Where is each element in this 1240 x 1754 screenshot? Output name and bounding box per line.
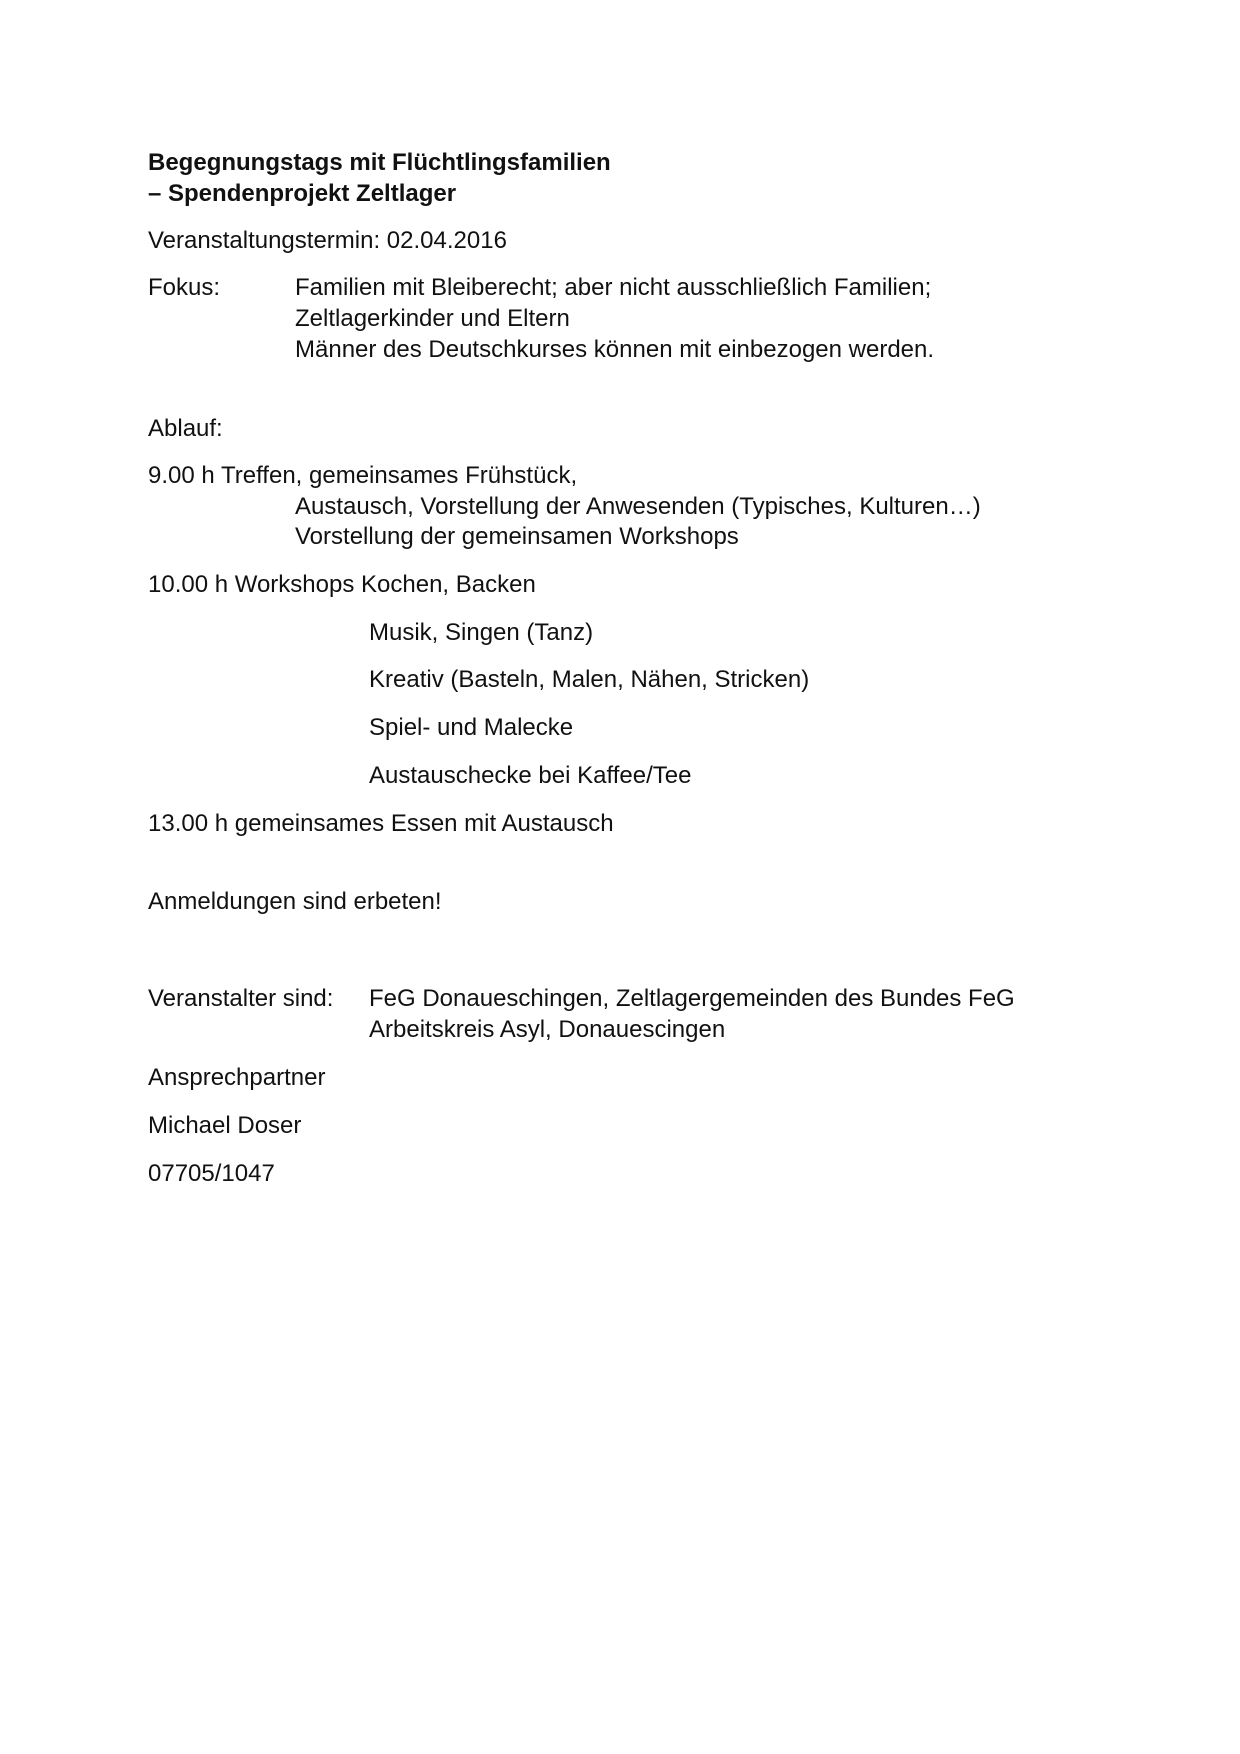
contact-label: Ansprechpartner <box>148 1064 326 1091</box>
title-line-1: Begegnungstags mit Flüchtlingsfamilien <box>148 149 611 176</box>
schedule-item-3: 13.00 h gemeinsames Essen mit Austausch <box>148 810 614 837</box>
title-line-2: – Spendenprojekt Zeltlager <box>148 180 457 207</box>
event-date: Veranstaltungstermin: 02.04.2016 <box>148 227 507 254</box>
schedule-heading: Ablauf: <box>148 415 223 442</box>
workshop-item: Spiel- und Malecke <box>369 714 574 741</box>
organizers-label: Veranstalter sind: <box>148 985 334 1012</box>
schedule-item-1-sub-1: Austausch, Vorstellung der Anwesenden (Typisches, Kulturen…) <box>295 493 981 520</box>
workshop-item: Austauschecke bei Kaffee/Tee <box>369 762 692 789</box>
focus-line-1: Familien mit Bleiberecht; aber nicht ausschließlich Familien; <box>295 274 932 301</box>
schedule-item-2: 10.00 h Workshops Kochen, Backen <box>148 571 536 598</box>
registration-note: Anmeldungen sind erbeten! <box>148 888 442 915</box>
focus-line-2: Zeltlagerkinder und Eltern <box>295 305 570 332</box>
focus-label: Fokus: <box>148 274 221 301</box>
schedule-item-1-sub-2: Vorstellung der gemeinsamen Workshops <box>295 523 739 550</box>
workshop-item: Musik, Singen (Tanz) <box>369 619 594 646</box>
organizers-line-2: Arbeitskreis Asyl, Donauescingen <box>369 1016 726 1043</box>
organizers-line-1: FeG Donaueschingen, Zeltlagergemeinden des Bundes FeG <box>369 985 1015 1012</box>
focus-line-3: Männer des Deutschkurses können mit einbezogen werden. <box>295 336 935 363</box>
schedule-item-1: 9.00 h Treffen, gemeinsames Frühstück, <box>148 462 578 489</box>
workshop-item: Kreativ (Basteln, Malen, Nähen, Stricken) <box>369 666 810 693</box>
contact-name: Michael Doser <box>148 1112 302 1139</box>
contact-phone: 07705/1047 <box>148 1160 275 1187</box>
